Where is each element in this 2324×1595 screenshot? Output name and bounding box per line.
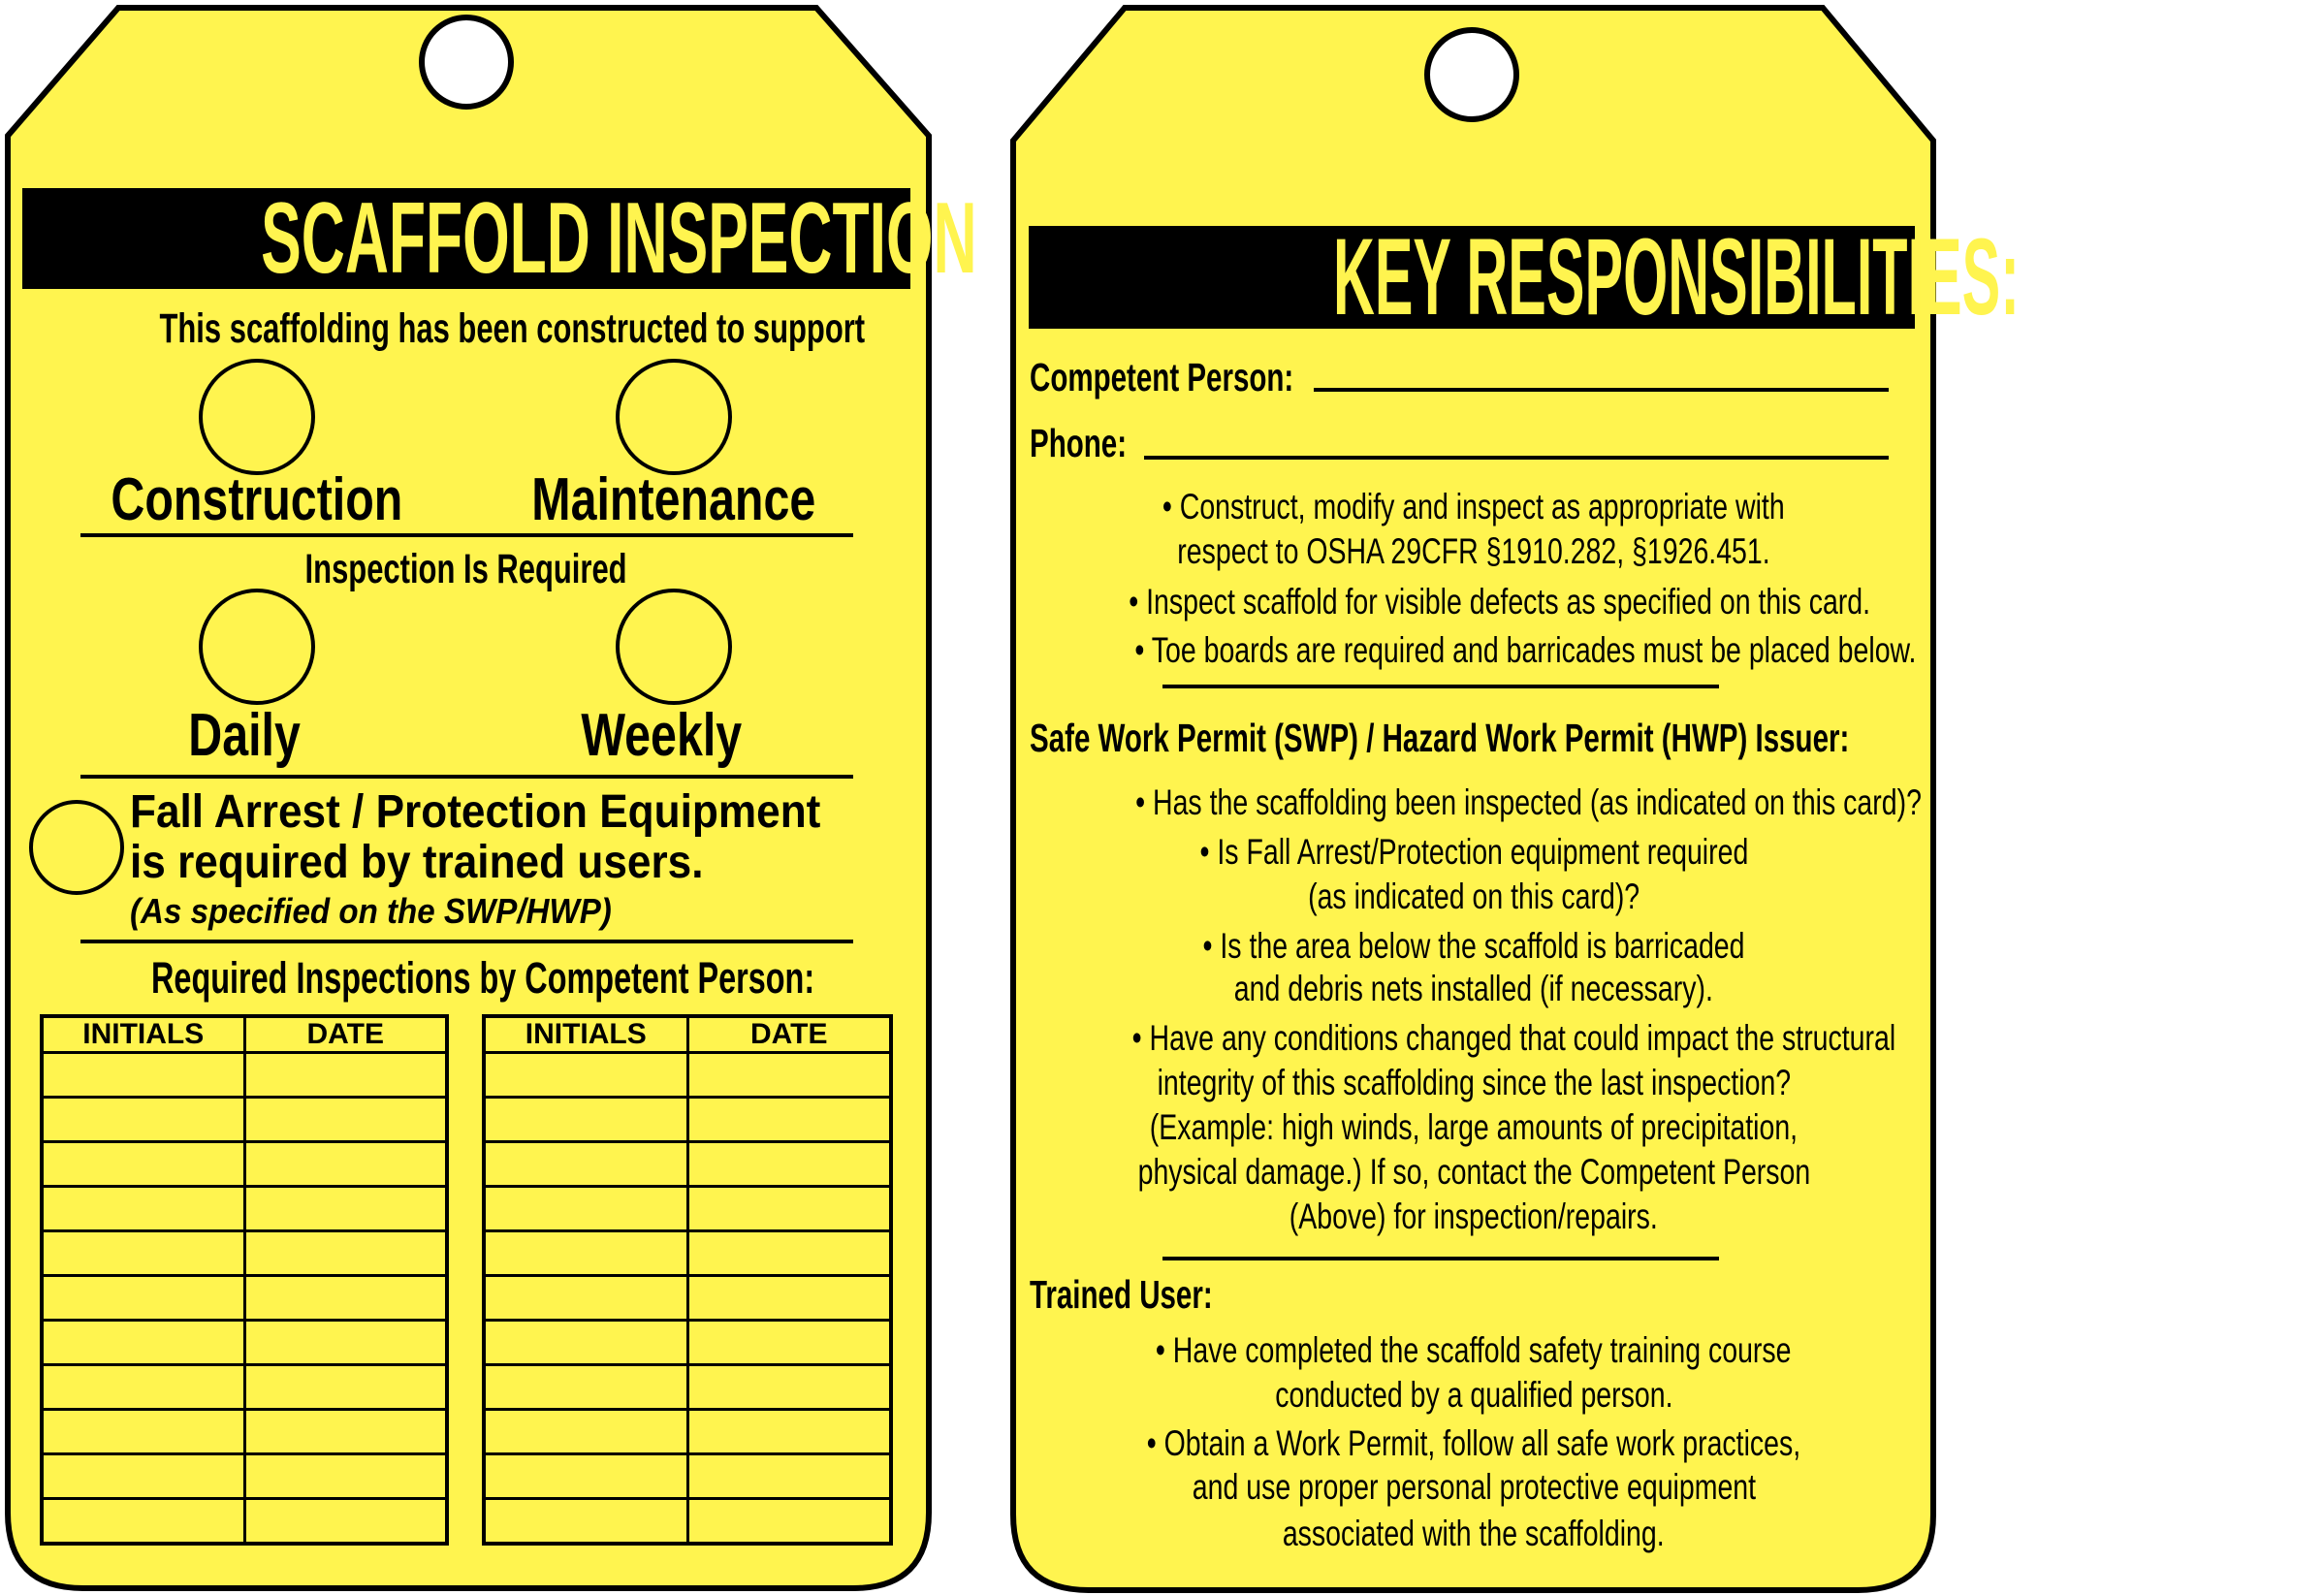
- date-cell[interactable]: [244, 1410, 447, 1454]
- initials-cell[interactable]: [484, 1321, 687, 1365]
- log-row: [42, 1365, 447, 1410]
- date-cell[interactable]: [244, 1454, 447, 1499]
- divider: [1162, 1257, 1719, 1260]
- date-cell[interactable]: [687, 1142, 891, 1187]
- initials-cell[interactable]: [484, 1454, 687, 1499]
- initials-cell[interactable]: [484, 1410, 687, 1454]
- construction-label: Construction: [111, 466, 403, 533]
- bullet-line: • Has the scaffolding been inspected (as indicated on this card)?: [1135, 782, 1922, 822]
- log-row: [484, 1231, 891, 1276]
- bullet-line: and debris nets installed (if necessary).: [1233, 969, 1714, 1008]
- back-title: KEY RESPONSIBILITIES:: [1332, 216, 2021, 337]
- col-date: DATE: [244, 1016, 447, 1053]
- bullet-line: integrity of this scaffolding since the last inspection?: [1157, 1063, 1791, 1102]
- initials-cell[interactable]: [42, 1098, 244, 1142]
- date-cell[interactable]: [244, 1499, 447, 1545]
- log-row: [484, 1365, 891, 1410]
- col-initials: INITIALS: [484, 1016, 687, 1053]
- intro-text: This scaffolding has been constructed to support: [159, 305, 866, 352]
- date-cell[interactable]: [687, 1053, 891, 1098]
- bullet-line: physical damage.) If so, contact the Competent Person: [1137, 1152, 1810, 1192]
- log-row: [42, 1454, 447, 1499]
- fall-arrest-note: (As specified on the SWP/HWP): [130, 891, 612, 931]
- log-row: [42, 1187, 447, 1231]
- log-row: [42, 1053, 447, 1098]
- initials-cell[interactable]: [42, 1454, 244, 1499]
- weekly-label: Weekly: [581, 702, 742, 769]
- date-cell[interactable]: [244, 1365, 447, 1410]
- initials-cell[interactable]: [484, 1276, 687, 1321]
- initials-cell[interactable]: [484, 1142, 687, 1187]
- log-row: [42, 1276, 447, 1321]
- log-row: [484, 1410, 891, 1454]
- initials-cell[interactable]: [484, 1187, 687, 1231]
- initials-cell[interactable]: [42, 1321, 244, 1365]
- initials-cell[interactable]: [484, 1231, 687, 1276]
- bullet-line: (as indicated on this card)?: [1307, 877, 1640, 916]
- col-initials: INITIALS: [42, 1016, 244, 1053]
- date-cell[interactable]: [244, 1231, 447, 1276]
- bullet-line: • Is Fall Arrest/Protection equipment required: [1199, 832, 1748, 872]
- log-heading: Required Inspections by Competent Person:: [151, 953, 815, 1003]
- initials-cell[interactable]: [484, 1098, 687, 1142]
- date-cell[interactable]: [244, 1321, 447, 1365]
- initials-cell[interactable]: [484, 1499, 687, 1545]
- bullet-line: conducted by a qualified person.: [1274, 1375, 1673, 1415]
- bullet-line: (Example: high winds, large amounts of precipitation,: [1149, 1107, 1799, 1147]
- back-hang-hole: [1427, 30, 1516, 119]
- bullet-line: associated with the scaffolding.: [1283, 1514, 1665, 1553]
- divider: [80, 775, 853, 779]
- initials-cell[interactable]: [42, 1142, 244, 1187]
- date-cell[interactable]: [687, 1276, 891, 1321]
- date-cell[interactable]: [687, 1499, 891, 1545]
- initials-cell[interactable]: [42, 1231, 244, 1276]
- frequency-heading: Inspection Is Required: [304, 546, 628, 592]
- phone-field[interactable]: [1144, 456, 1889, 460]
- log-rows-right: [484, 1053, 891, 1545]
- col-date: DATE: [687, 1016, 891, 1053]
- log-row: [42, 1098, 447, 1142]
- log-row: [484, 1321, 891, 1365]
- date-cell[interactable]: [244, 1053, 447, 1098]
- inspection-log-left: [40, 1014, 449, 1546]
- permit-heading: Safe Work Permit (SWP) / Hazard Work Permit (HWP) Issuer:: [1030, 716, 1850, 760]
- divider: [1162, 685, 1719, 688]
- initials-cell[interactable]: [42, 1053, 244, 1098]
- initials-cell[interactable]: [484, 1365, 687, 1410]
- bullet-line: respect to OSHA 29CFR §1910.282, §1926.451.: [1177, 531, 1770, 571]
- log-row: [484, 1053, 891, 1098]
- initials-cell[interactable]: [484, 1053, 687, 1098]
- date-cell[interactable]: [687, 1410, 891, 1454]
- date-cell[interactable]: [244, 1187, 447, 1231]
- date-cell[interactable]: [687, 1365, 891, 1410]
- initials-cell[interactable]: [42, 1499, 244, 1545]
- bullet-line: • Inspect scaffold for visible defects as specified on this card.: [1129, 582, 1871, 622]
- log-row: [42, 1321, 447, 1365]
- log-row: [42, 1231, 447, 1276]
- fall-arrest-line1: Fall Arrest / Protection Equipment: [130, 786, 821, 838]
- log-rows-left: [42, 1053, 447, 1545]
- log-row: [42, 1499, 447, 1545]
- initials-cell[interactable]: [42, 1187, 244, 1231]
- initials-cell[interactable]: [42, 1410, 244, 1454]
- log-row: [484, 1187, 891, 1231]
- log-row: [42, 1142, 447, 1187]
- initials-cell[interactable]: [42, 1365, 244, 1410]
- date-cell[interactable]: [244, 1098, 447, 1142]
- competent-person-field[interactable]: [1314, 388, 1889, 392]
- bullet-line: and use proper personal protective equipment: [1192, 1467, 1756, 1507]
- date-cell[interactable]: [687, 1187, 891, 1231]
- daily-label: Daily: [188, 702, 301, 769]
- log-row: [484, 1499, 891, 1545]
- date-cell[interactable]: [244, 1142, 447, 1187]
- initials-cell[interactable]: [42, 1276, 244, 1321]
- log-row: [484, 1142, 891, 1187]
- trained-heading: Trained User:: [1030, 1272, 1213, 1317]
- date-cell[interactable]: [687, 1454, 891, 1499]
- bullet-line: • Have completed the scaffold safety training course: [1156, 1330, 1792, 1370]
- bullet-line: (Above) for inspection/repairs.: [1289, 1196, 1659, 1236]
- fall-arrest-line2: is required by trained users.: [130, 837, 704, 888]
- bullet-line: • Is the area below the scaffold is barricaded: [1202, 926, 1745, 966]
- divider: [80, 533, 853, 537]
- log-row: [484, 1098, 891, 1142]
- log-row: [42, 1410, 447, 1454]
- bullet-line: • Obtain a Work Permit, follow all safe work practices,: [1146, 1423, 1801, 1463]
- maintenance-label: Maintenance: [531, 466, 816, 533]
- front-title: SCAFFOLD INSPECTION: [261, 182, 977, 295]
- bullet-line: • Toe boards are required and barricades must be placed below.: [1134, 630, 1917, 670]
- bullet-line: • Have any conditions changed that could impact the structural: [1131, 1018, 1896, 1058]
- date-cell[interactable]: [687, 1231, 891, 1276]
- phone-label: Phone:: [1030, 421, 1128, 465]
- log-row: [484, 1454, 891, 1499]
- bullet-line: • Construct, modify and inspect as appropriate with: [1162, 487, 1785, 526]
- log-row: [484, 1276, 891, 1321]
- divider: [80, 940, 853, 943]
- front-hang-hole: [422, 17, 511, 107]
- date-cell[interactable]: [244, 1276, 447, 1321]
- inspection-log-right: [482, 1014, 893, 1546]
- date-cell[interactable]: [687, 1098, 891, 1142]
- competent-person-label: Competent Person:: [1030, 355, 1294, 399]
- date-cell[interactable]: [687, 1321, 891, 1365]
